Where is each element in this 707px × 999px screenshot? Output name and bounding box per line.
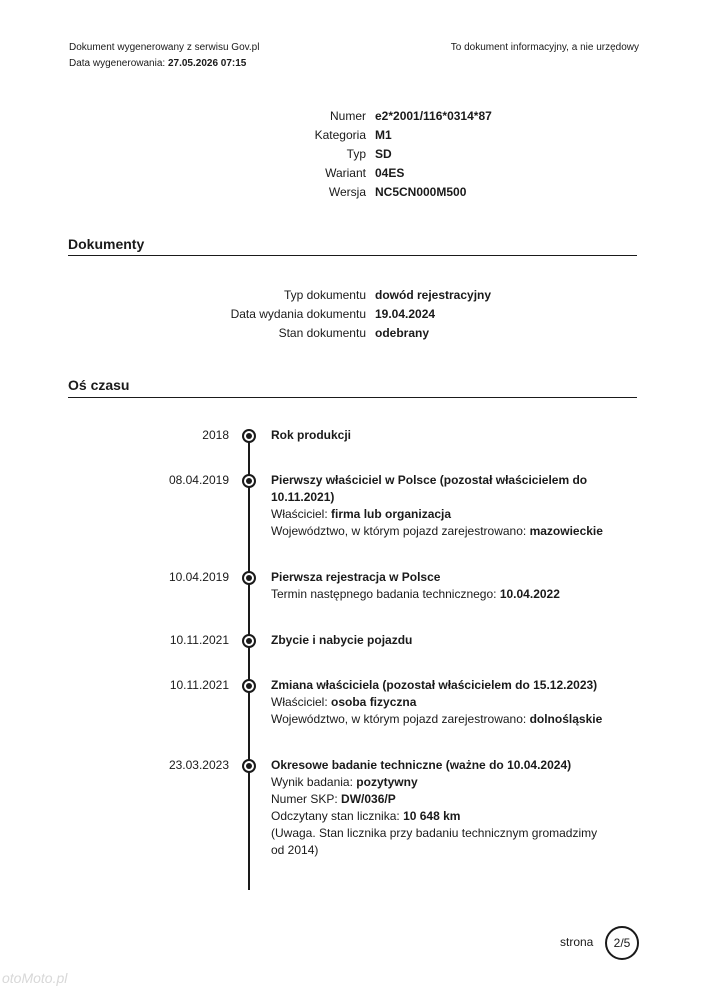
timeline-marker-icon (242, 634, 256, 648)
vehicle-value: 04ES (375, 166, 405, 180)
vehicle-label: Numer (329, 109, 366, 123)
vehicle-label: Wersja (328, 185, 366, 199)
event-detail-result (271, 774, 611, 791)
document-label: Stan dokumentu (278, 326, 366, 340)
vehicle-label: Wariant (325, 166, 366, 180)
event-date: 23.03.2023 (168, 758, 229, 772)
detail-label: Odczytany stan licznika: (271, 809, 404, 823)
vehicle-value: e2*2001/116*0314*87 (375, 109, 492, 123)
documents-section-title: Dokumenty (68, 236, 145, 252)
informational-notice: To dokument informacyjny, a nie urzędowy (450, 42, 639, 53)
source-line: Dokument wygenerowany z serwisu Gov.pl (69, 42, 260, 53)
detail-value: firma lub organizacja (331, 507, 452, 521)
vehicle-row-type (0, 145, 707, 164)
event-body (271, 472, 611, 540)
detail-value: pozytywny (356, 775, 418, 789)
event-date: 08.04.2019 (168, 473, 229, 487)
detail-value: mazowieckie (529, 524, 603, 538)
detail-value: osoba fizyczna (331, 695, 417, 709)
event-title: Okresowe badanie techniczne (ważne do 10.04.2024) (271, 758, 572, 772)
detail-label: Właściciel: (271, 507, 332, 521)
documents-details (0, 286, 707, 343)
vehicle-label: Typ (346, 147, 366, 161)
document-row-status (0, 324, 707, 343)
detail-label: Wynik badania: (271, 775, 357, 789)
vehicle-value: M1 (375, 128, 392, 142)
generation-info (69, 40, 259, 72)
vehicle-value: NC5CN000M500 (375, 185, 467, 199)
document-value: 19.04.2024 (375, 307, 436, 321)
vehicle-identification (0, 107, 707, 202)
event-title: Pierwsza rejestracja w Polsce (271, 570, 441, 584)
event-title: Rok produkcji (271, 428, 352, 442)
document-row-issue-date (0, 305, 707, 324)
vehicle-row-variant (0, 164, 707, 183)
event-title: Zbycie i nabycie pojazdu (271, 633, 413, 647)
page-indicator: 2/5 (605, 926, 639, 960)
event-detail-owner (271, 694, 611, 711)
event-body (271, 427, 611, 444)
event-detail-skp-number (271, 791, 611, 808)
timeline-marker-icon (242, 571, 256, 585)
watermark-logo: otoMoto.pl (2, 970, 68, 986)
vehicle-row-category (0, 126, 707, 145)
event-body (271, 632, 611, 649)
event-date: 10.04.2019 (168, 570, 229, 584)
vehicle-value: SD (375, 147, 392, 161)
timeline-marker-icon (242, 759, 256, 773)
event-date: 2018 (202, 428, 229, 442)
document-label: Typ dokumentu (283, 288, 366, 302)
documents-divider (68, 255, 637, 256)
detail-value: DW/036/P (341, 792, 396, 806)
document-value: dowód rejestracyjny (375, 288, 492, 302)
vehicle-label: Kategoria (314, 128, 366, 142)
detail-label: Województwo, w którym pojazd zarejestrowano: (271, 524, 530, 538)
event-title: Pierwszy właściciel w Polsce (pozostał właścicielem do 10.11.2021) (271, 473, 588, 504)
timeline-section-title: Oś czasu (68, 377, 130, 393)
event-detail-next-inspection (271, 586, 611, 603)
timeline-divider (68, 397, 637, 398)
page-label: strona (560, 935, 594, 949)
detail-label: Termin następnego badania technicznego: (271, 587, 500, 601)
event-detail-odometer (271, 808, 611, 825)
document-value: odebrany (375, 326, 430, 340)
vehicle-row-number (0, 107, 707, 126)
detail-value: 10.04.2022 (499, 587, 560, 601)
event-title: Zmiana właściciela (pozostał właścicielem do 15.12.2023) (271, 678, 598, 692)
detail-value: dolnośląskie (529, 712, 603, 726)
generation-date-value: 27.05.2026 07:15 (167, 58, 247, 69)
detail-value: 10 648 km (403, 809, 461, 823)
event-date: 10.11.2021 (169, 678, 229, 692)
detail-label: Numer SKP: (271, 792, 342, 806)
timeline-marker-icon (242, 474, 256, 488)
event-detail-voivodeship (271, 711, 611, 728)
detail-label: Właściciel: (271, 695, 332, 709)
event-body (271, 569, 611, 603)
event-body (271, 757, 611, 859)
event-note: (Uwaga. Stan licznika przy badaniu technicznym gromadzimy od 2014) (271, 826, 598, 857)
timeline-axis (248, 432, 250, 890)
document-row-type (0, 286, 707, 305)
generation-date-line (69, 56, 259, 72)
detail-label: Województwo, w którym pojazd zarejestrowano: (271, 712, 530, 726)
event-date: 10.11.2021 (169, 633, 229, 647)
document-label: Data wydania dokumentu (230, 307, 366, 321)
event-detail-voivodeship (271, 523, 611, 540)
vehicle-row-version (0, 183, 707, 202)
timeline-marker-icon (242, 679, 256, 693)
event-detail-owner (271, 506, 611, 523)
generation-date-label: Data wygenerowania: (69, 58, 168, 69)
timeline-marker-icon (242, 429, 256, 443)
event-body (271, 677, 611, 728)
